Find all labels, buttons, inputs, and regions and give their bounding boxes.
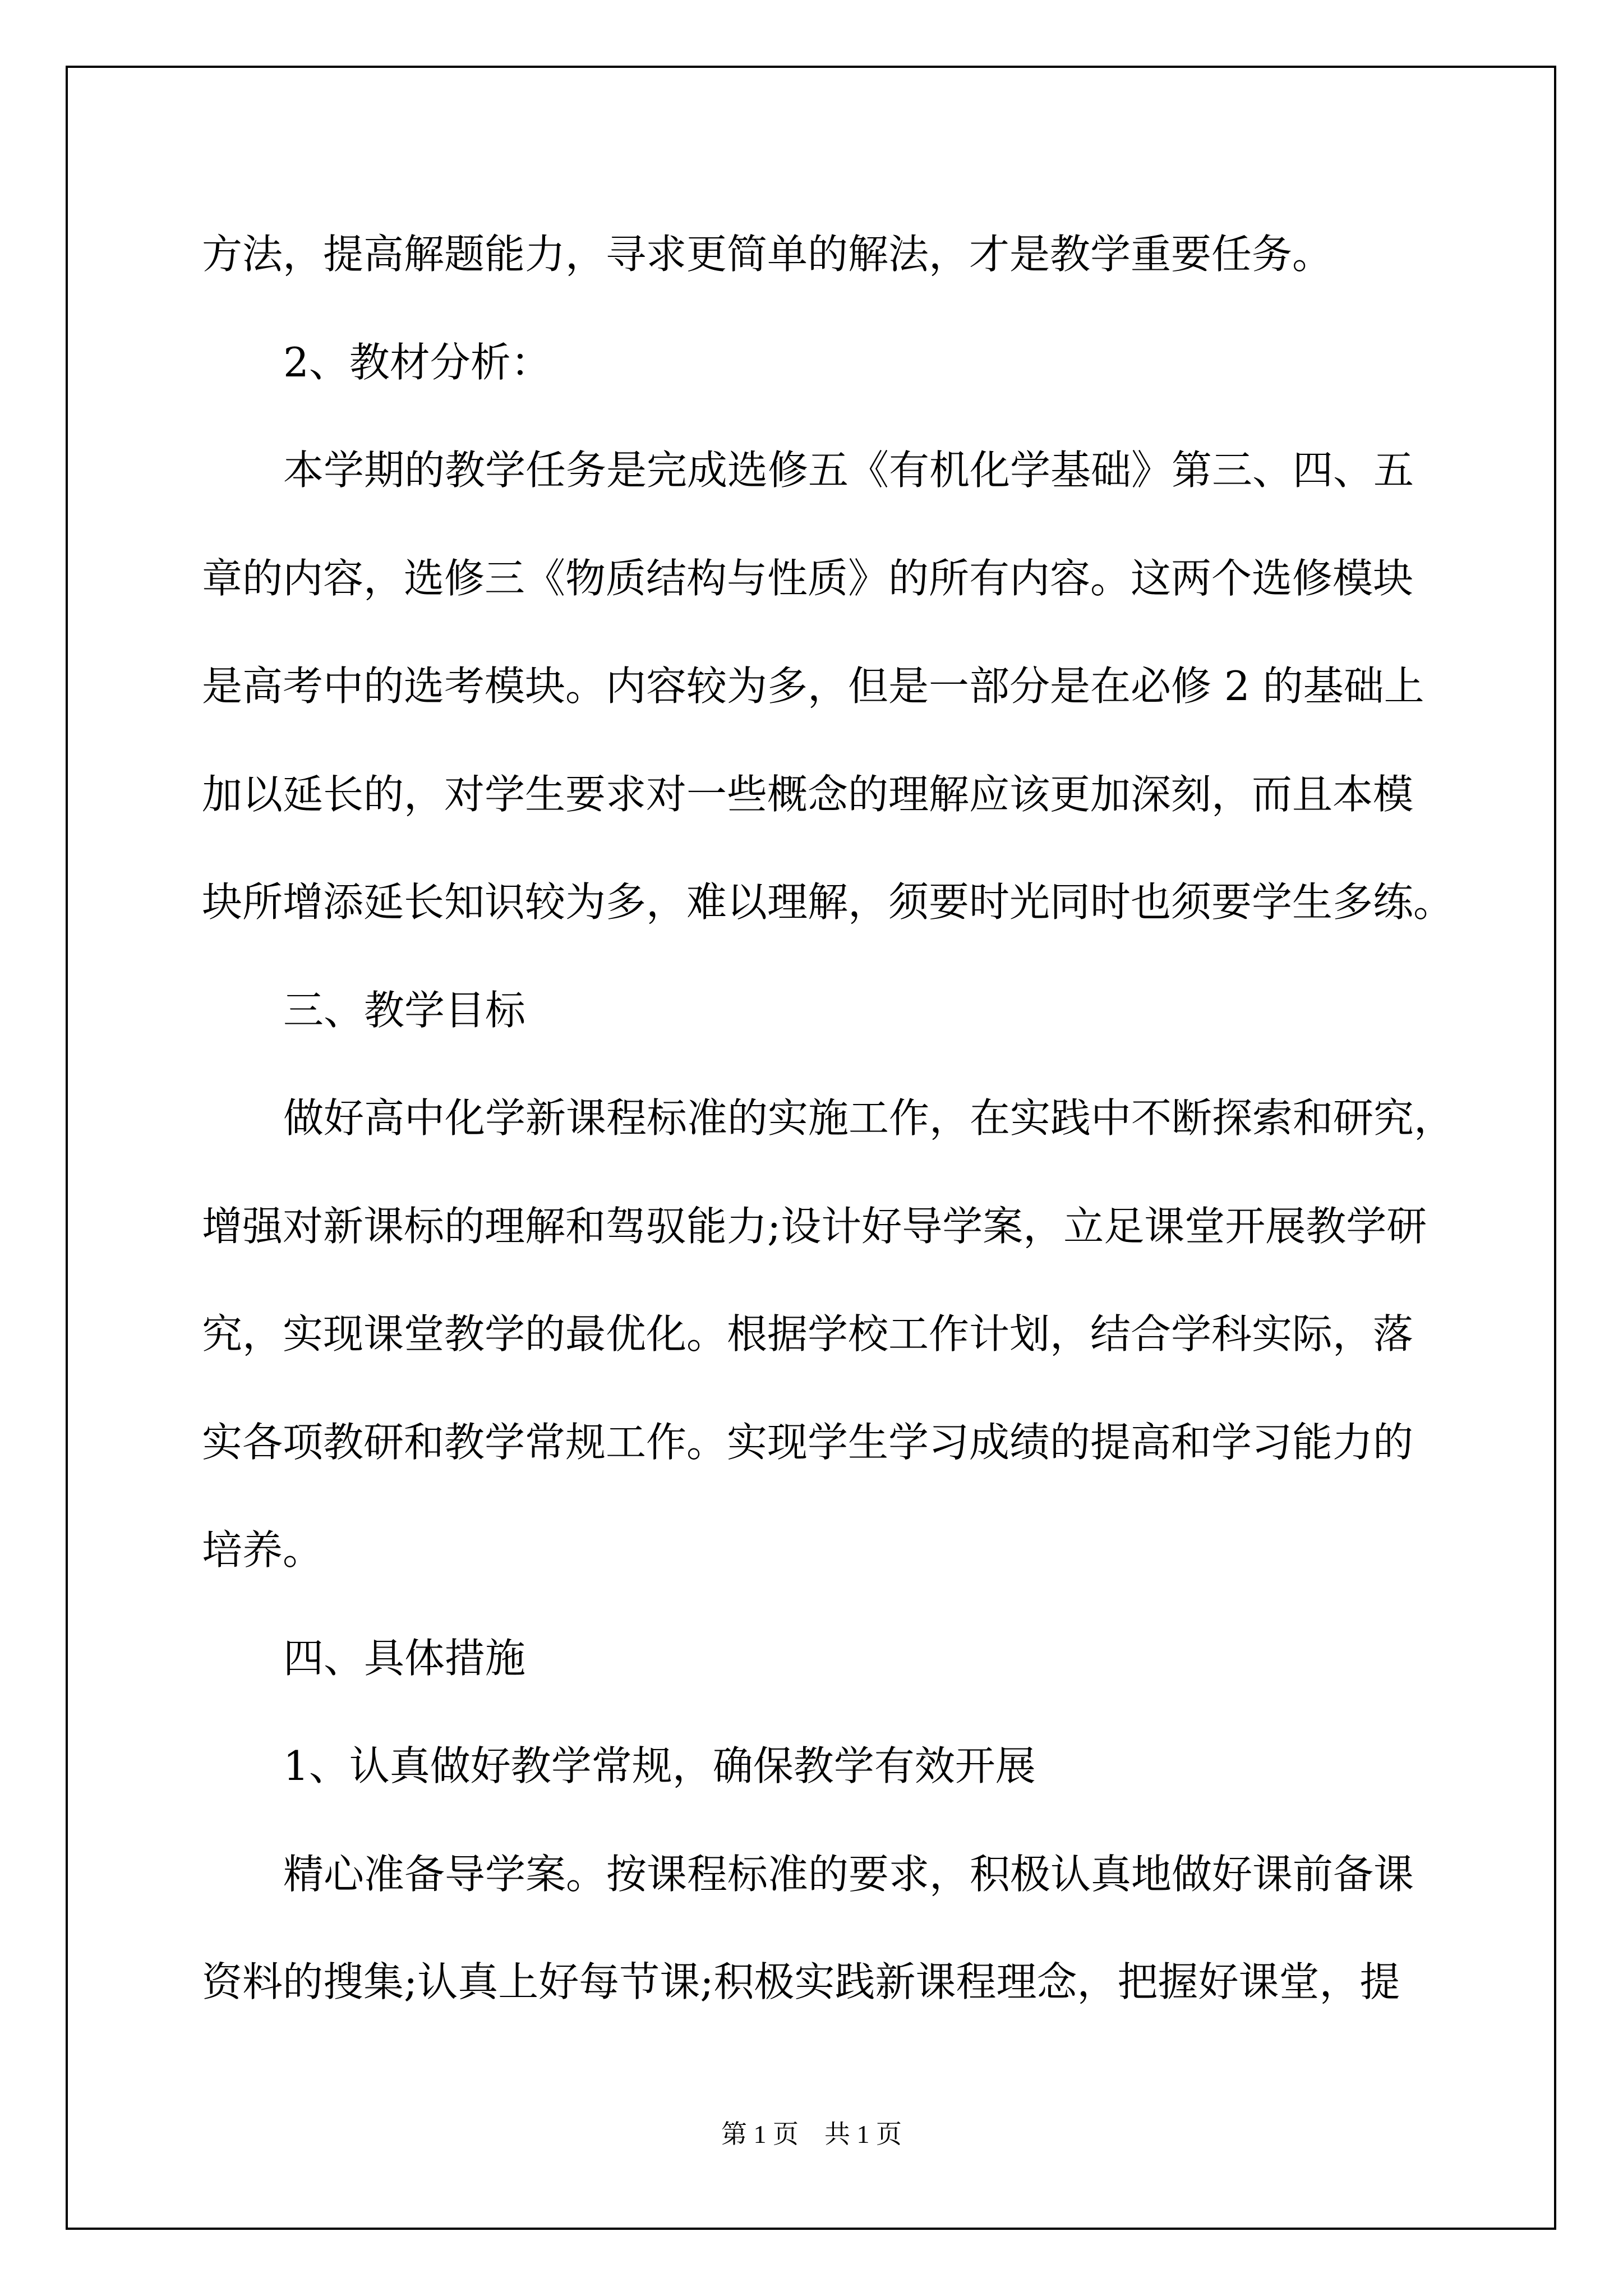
paragraph-line: 培养。 [202, 1526, 324, 1573]
page-border [66, 66, 1556, 2230]
paragraph-line: 方法，提高解题能力，寻求更简单的解法，才是教学重要任务。 [202, 231, 1333, 278]
paragraph-line: 资料的搜集;认真上好每节课;积极实践新课程理念，把握好课堂，提 [202, 1958, 1400, 2005]
paragraph-line: 究，实现课堂教学的最优化。根据学校工作计划，结合学科实际，落 [202, 1310, 1414, 1358]
paragraph-line: 加以延长的，对学生要求对一些概念的理解应该更加深刻，而且本模 [202, 771, 1414, 818]
section-heading: 四、具体措施 [283, 1635, 526, 1682]
paragraph-line: 章的内容，选修三《物质结构与性质》的所有内容。这两个选修模块 [202, 555, 1414, 602]
paragraph-line: 增强对新课标的理解和驾驭能力;设计好导学案，立足课堂开展教学研 [202, 1203, 1427, 1250]
paragraph-line: 实各项教研和教学常规工作。实现学生学习成绩的提高和学习能力的 [202, 1419, 1414, 1466]
paragraph-line: 块所增添延长知识较为多，难以理解，须要时光同时也须要学生多练。 [202, 878, 1454, 926]
section-heading: 1、认真做好教学常规，确保教学有效开展 [283, 1742, 1036, 1789]
paragraph-line: 是高考中的选考模块。内容较为多，但是一部分是在必修 2 的基础上 [202, 662, 1424, 710]
page-footer: 第 1 页 共 1 页 [721, 2120, 902, 2148]
paragraph-line: 本学期的教学任务是完成选修五《有机化学基础》第三、四、五 [283, 447, 1414, 494]
paragraph-line: 精心准备导学案。按课程标准的要求，积极认真地做好课前备课 [283, 1851, 1414, 1898]
paragraph-line: 做好高中化学新课程标准的实施工作，在实践中不断探索和研究， [283, 1094, 1455, 1142]
section-heading: 2、教材分析： [283, 339, 551, 386]
section-heading: 三、教学目标 [283, 987, 526, 1034]
